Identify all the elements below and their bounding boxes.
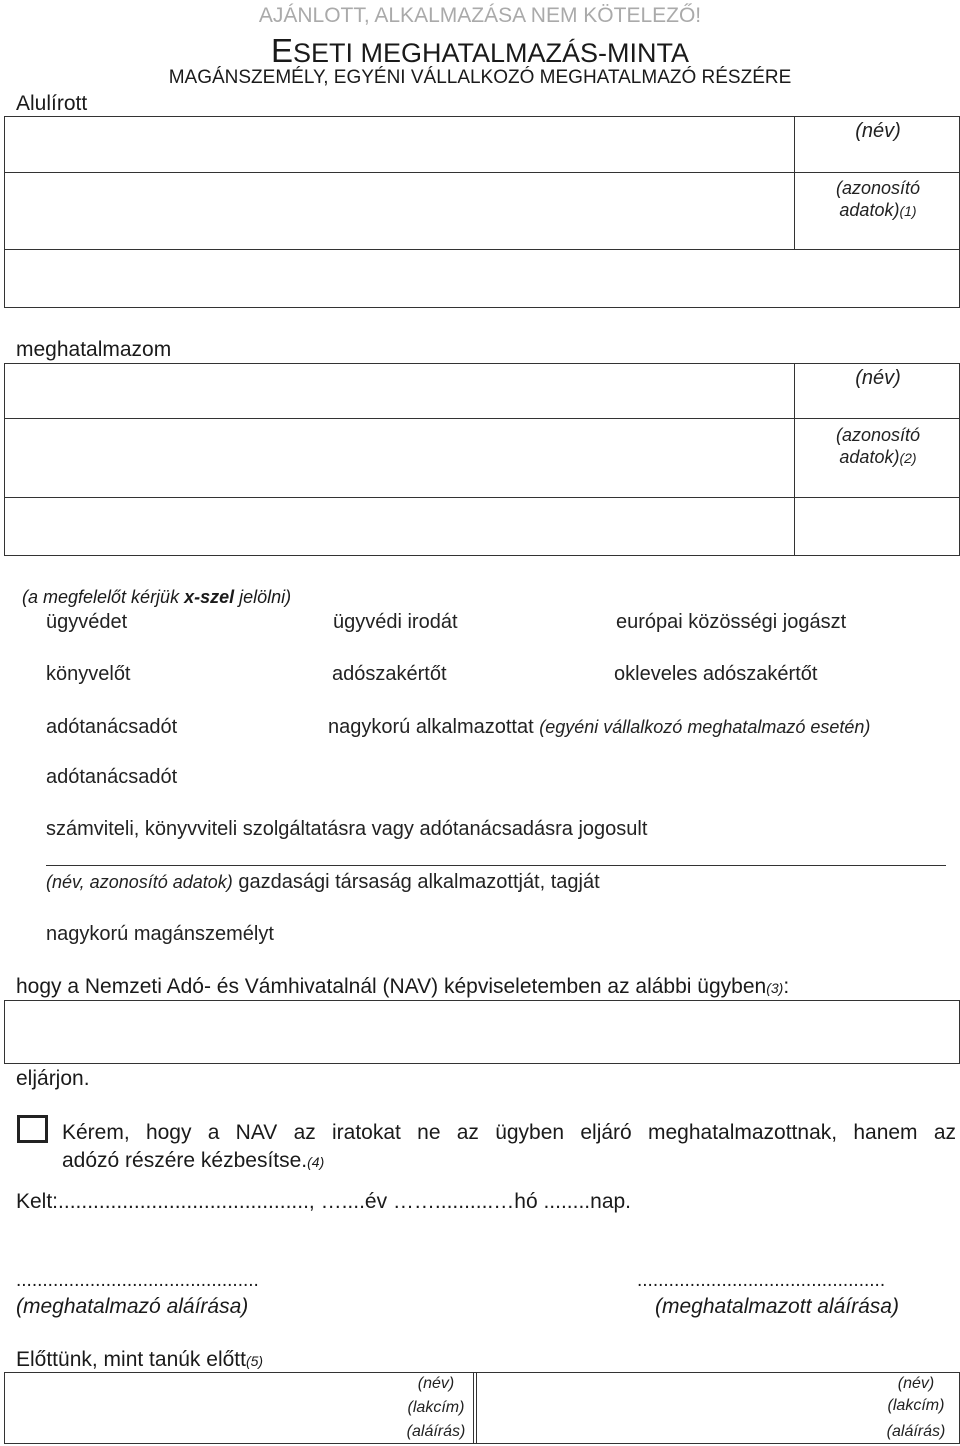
option-nagykoru-alkalmazottat-note: (egyéni vállalkozó meghatalmazó esetén): [539, 717, 871, 737]
delivery-text-line1: Kérem, hogy a NAV az iratokat ne az ügyben eljáró meghatalmazottnak, hanem az: [62, 1121, 956, 1144]
form-title-initial: E: [270, 32, 293, 69]
agent-name-field[interactable]: [6, 365, 792, 417]
witness-1-signature-caption: (aláírás): [406, 1423, 466, 1440]
witness-2-field[interactable]: [478, 1374, 874, 1442]
principal-label: Alulírott: [16, 92, 88, 115]
agent-signature-caption: (meghatalmazott aláírása): [655, 1295, 899, 1318]
principal-name-field[interactable]: [6, 118, 792, 171]
company-employee-label: gazdasági társaság alkalmazottját, tagját: [232, 871, 600, 893]
agent-id-caption: [796, 424, 960, 469]
option-adotanacsadot-2[interactable]: adótanácsadót: [46, 766, 178, 788]
footnote-5: (5): [245, 1353, 264, 1369]
delivery-text-line2-row: [62, 1147, 956, 1176]
principal-name-caption: (név): [855, 120, 901, 142]
option-nagykoru-alkalmazottat[interactable]: [328, 716, 870, 739]
option-szamviteli-jogosult[interactable]: számviteli, könyvviteli szolgáltatásra vagy adótanácsadásra jogosult: [46, 818, 648, 840]
instruction-post: jelölni): [234, 587, 292, 607]
option-europai-kozossegi-jogaszt[interactable]: európai közösségi jogászt: [616, 611, 847, 633]
delivery-text-line2: adózó részére kézbesítse.: [62, 1149, 308, 1172]
agent-extra-field[interactable]: [6, 499, 792, 554]
agent-id-field[interactable]: [6, 420, 792, 496]
matter-field[interactable]: [4, 1000, 960, 1064]
company-id-note: (név, azonosító adatok): [46, 872, 233, 892]
principal-extra-field[interactable]: [6, 251, 958, 306]
instruction-bold: x-szel: [184, 587, 235, 607]
option-ugyvedi-irodat[interactable]: ügyvédi irodát: [333, 611, 458, 633]
principal-id-caption-line1: (azonosító: [835, 178, 921, 198]
option-nagykoru-alkalmazottat-label: nagykorú alkalmazottat: [328, 716, 534, 738]
agent-name-caption: (név): [855, 367, 901, 389]
option-ugyvedet[interactable]: ügyvédet: [46, 611, 128, 633]
company-name-underline[interactable]: [46, 865, 946, 866]
witnesses-label: [16, 1348, 263, 1372]
form-title: [0, 32, 960, 70]
agent-signature-line[interactable]: ...............................................: [637, 1270, 886, 1291]
option-adotanacsadot[interactable]: adótanácsadót: [46, 716, 178, 738]
principal-signature-caption: (meghatalmazó aláírása): [16, 1295, 249, 1318]
agent-id-caption-line2: adatok): [839, 447, 900, 467]
matter-colon: :: [783, 975, 790, 998]
witness-1-field[interactable]: [6, 1374, 401, 1442]
agent-divider: [794, 363, 795, 556]
principal-divider: [794, 116, 795, 250]
instruction-pre: (a megfelelőt kérjük: [22, 587, 185, 607]
matter-text: hogy a Nemzeti Adó- és Vámhivatalnál (NAV) képviseletemben az alábbi ügyben: [16, 975, 767, 998]
matter-after: eljárjon.: [16, 1067, 90, 1090]
witness-divider: [476, 1372, 477, 1444]
witness-1-address-caption: (lakcím): [407, 1399, 465, 1416]
option-adoszakertot[interactable]: adószakértőt: [332, 663, 447, 685]
agent-row-line: [4, 497, 960, 498]
principal-row-line: [4, 172, 960, 173]
witness-2-name-caption: (név): [897, 1375, 935, 1392]
footnote-1: (1): [899, 203, 917, 219]
witness-2-address-caption: (lakcím): [887, 1397, 945, 1414]
option-okleveles-adoszakertot[interactable]: okleveles adószakértőt: [614, 663, 818, 685]
option-tarsasag-alkalmazottja[interactable]: [46, 871, 600, 894]
footnote-4: (4): [307, 1154, 325, 1170]
principal-id-caption: [796, 177, 960, 222]
option-konyvelot[interactable]: könyvelőt: [46, 663, 131, 685]
principal-id-field[interactable]: [6, 174, 792, 248]
principal-signature-line[interactable]: ..............................................: [16, 1270, 259, 1291]
footnote-3: (3): [766, 980, 784, 996]
delivery-text: [62, 1119, 956, 1176]
footnote-2: (2): [899, 450, 917, 466]
date-line[interactable]: Kelt:..........................................., …....év ……..........…hó ........nap.: [16, 1190, 632, 1213]
selection-instruction: [22, 587, 291, 608]
form-title-rest: SETI MEGHATALMAZÁS-MINTA: [292, 38, 690, 68]
witness-divider: [473, 1372, 474, 1444]
form-subtitle: MAGÁNSZEMÉLY, EGYÉNI VÁLLALKOZÓ MEGHATALMAZÓ RÉSZÉRE: [168, 67, 792, 88]
delivery-checkbox[interactable]: [17, 1115, 48, 1143]
advisory-note: AJÁNLOTT, ALKALMAZÁSA NEM KÖTELEZŐ!: [258, 4, 702, 27]
agent-id-caption-line1: (azonosító: [835, 425, 921, 445]
principal-id-caption-line2: adatok): [839, 200, 900, 220]
witnesses-label-text: Előttünk, mint tanúk előtt: [16, 1348, 246, 1371]
witness-2-signature-caption: (aláírás): [886, 1423, 946, 1440]
witness-1-name-caption: (név): [417, 1375, 455, 1392]
agent-row-line: [4, 418, 960, 419]
principal-row-line: [4, 249, 960, 250]
agent-label: meghatalmazom: [16, 338, 172, 361]
option-nagykoru-maganszemelyt[interactable]: nagykorú magánszemélyt: [46, 923, 274, 945]
matter-statement: [16, 975, 789, 999]
